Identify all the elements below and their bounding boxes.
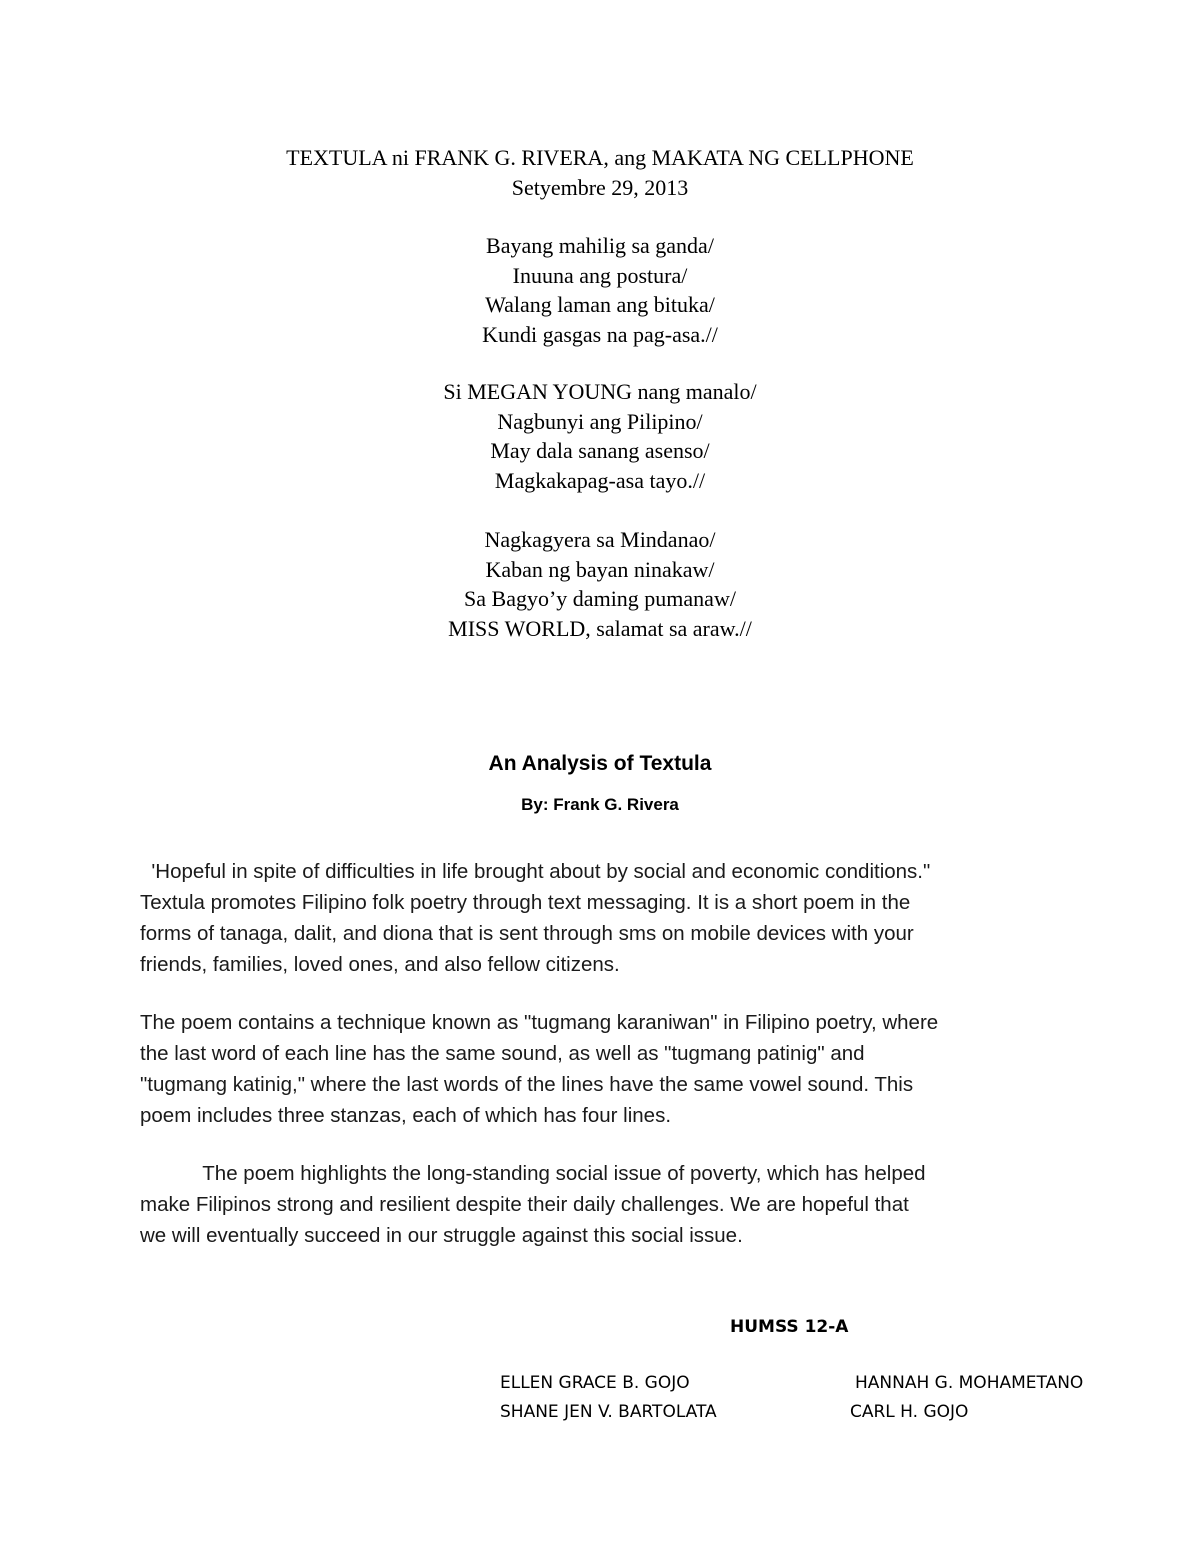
- paragraph-line: poem includes three stanzas, each of which has four lines.: [140, 1104, 672, 1127]
- paragraph-line: the last word of each line has the same sound, as well as "tugmang patinig" and: [140, 1042, 865, 1065]
- paragraph-line: The poem highlights the long-standing social issue of poverty, which has helped: [140, 1162, 926, 1185]
- poem-line: Inuuna ang postura/: [512, 262, 688, 288]
- poem-stanza: [0, 525, 1200, 643]
- paragraph-line: friends, families, loved ones, and also fellow citizens.: [140, 953, 620, 976]
- class-name: HUMSS 12-A: [730, 1317, 849, 1337]
- group-member: HANNAH G. MOHAMETANO: [855, 1373, 1084, 1393]
- paragraph-line: 'Hopeful in spite of difficulties in life brought about by social and economic conditions.": [140, 860, 931, 883]
- poem-line: Magkakapag-asa tayo.//: [494, 467, 706, 493]
- group-member: SHANE JEN V. BARTOLATA: [500, 1402, 717, 1422]
- poem-line: Kundi gasgas na pag-asa.//: [482, 321, 718, 347]
- poem-line: Nagbunyi ang Pilipino/: [497, 408, 703, 434]
- poem-line: MISS WORLD, salamat sa araw.//: [448, 615, 752, 641]
- poem-title: TEXTULA ni FRANK G. RIVERA, ang MAKATA NG CELLPHONE: [286, 145, 914, 170]
- paragraph-line: The poem contains a technique known as "tugmang karaniwan" in Filipino poetry, where: [140, 1011, 939, 1034]
- analysis-paragraph: [140, 856, 1070, 980]
- analysis-title: An Analysis of Textula: [488, 752, 712, 775]
- poem-line: Nagkagyera sa Mindanao/: [484, 527, 716, 552]
- paragraph-line: "tugmang katinig," where the last words of the lines have the same vowel sound. This: [140, 1073, 914, 1096]
- poem-header: [0, 143, 1200, 203]
- poem-line: May dala sanang asenso/: [490, 438, 710, 463]
- paragraph-line: forms of tanaga, dalit, and diona that is sent through sms on mobile devices with your: [140, 922, 914, 945]
- poem-line: Si MEGAN YOUNG nang manalo/: [443, 379, 757, 404]
- poem-date: Setyembre 29, 2013: [511, 175, 689, 200]
- group-member: CARL H. GOJO: [850, 1402, 969, 1422]
- poem-stanza: [0, 377, 1200, 495]
- paragraph-line: we will eventually succeed in our struggle against this social issue.: [140, 1224, 743, 1247]
- paragraph-line: Textula promotes Filipino folk poetry through text messaging. It is a short poem in the: [140, 891, 911, 914]
- paragraph-line: make Filipinos strong and resilient despite their daily challenges. We are hopeful that: [140, 1193, 909, 1216]
- analysis-paragraph: [140, 1007, 1070, 1131]
- poem-line: Sa Bagyo’y daming pumanaw/: [464, 586, 736, 611]
- poem-line: Walang laman ang bituka/: [485, 292, 715, 317]
- poem-line: Bayang mahilig sa ganda/: [486, 233, 714, 258]
- group-member: ELLEN GRACE B. GOJO: [500, 1373, 690, 1393]
- analysis-byline: By: Frank G. Rivera: [521, 795, 679, 814]
- poem-stanza: [0, 231, 1200, 349]
- analysis-paragraph: [140, 1158, 1070, 1251]
- poem-line: Kaban ng bayan ninakaw/: [485, 556, 715, 582]
